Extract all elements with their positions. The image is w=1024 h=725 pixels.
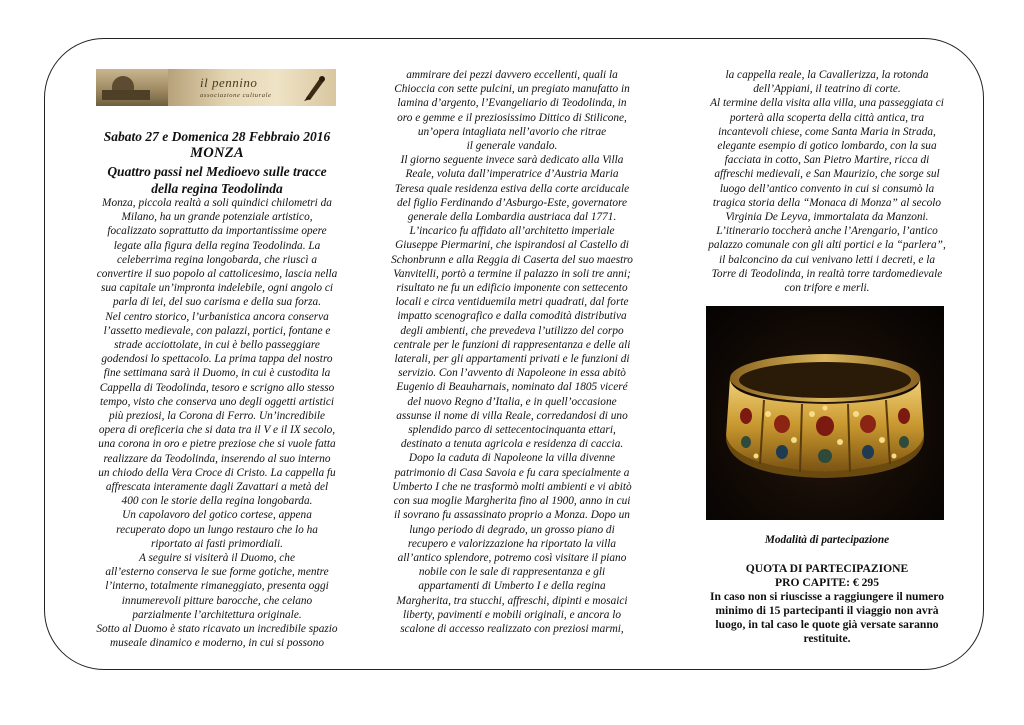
body-text-line: affrescata interamente dagli Zavattari a metà del	[105, 481, 329, 494]
body-text-line: godendosi lo spettacolo. La prima tappa del nostro	[101, 353, 333, 366]
body-text-line: strade acciottolate, in cui è bello passeggiare	[114, 339, 320, 352]
body-text-line: Milano, ha un grande potenziale artistico,	[121, 211, 313, 224]
body-text-line: più preziosi, la Corona di Ferro. Un’incredibile	[108, 410, 326, 423]
body-text-line: riportato ai fasti primordiali.	[150, 537, 284, 550]
body-text-line: assunse il nome di villa Reale, corredandosi di uno	[396, 409, 628, 422]
body-text-line: tragica storia della “Monaca di Monza” al secolo	[712, 196, 942, 209]
column-3-text	[690, 68, 964, 295]
body-text-line: realizzare da Teodolinda, inserendo al suo interno	[103, 452, 331, 465]
body-text-line: innumerevoli pitture barocche, che celano	[121, 594, 313, 607]
body-text-line: focalizzato soprattutto da importantissime opere	[107, 225, 327, 238]
dome-icon	[112, 76, 134, 90]
body-text-line: convertire il suo popolo al cattolicesimo, lascia nella	[96, 268, 338, 281]
body-text-line: un’opera intagliata nell’avorio che ritrae	[417, 125, 607, 138]
body-text-line: recuperato dopo un lungo restauro che lo ha	[116, 523, 318, 536]
body-text-line: tempo, visto che conserva uno degli oggetti artistici	[99, 395, 335, 408]
body-text-line: Reale, voluta dall’imperatrice d’Austria Maria	[405, 168, 619, 181]
body-text-line: una corona in oro e pietre preziose che si vuole fatta	[98, 438, 336, 451]
body-text-line: splendido parco di settecentocinquanta ettari,	[408, 424, 616, 437]
body-text-line: sua capitale un’impronta indelebile, ogni angolo ci	[100, 282, 334, 295]
body-text-line: Margherita, tra stucchi, affreschi, dipinti e mosaici	[396, 594, 628, 607]
body-text-line: Umberto I che ne trasformò molti ambienti e vi abitò	[392, 480, 632, 493]
event-subtitle	[82, 163, 352, 197]
body-text-line: luogo dell’antico convento in cui si consumò la	[719, 182, 935, 195]
quota-line: restituite.	[803, 632, 851, 645]
quota-block	[690, 562, 964, 646]
body-text-line: elegante esempio di gotico lombardo, con la sua	[717, 140, 937, 153]
body-text-line: Chioccia con sette pulcini, un pregiato manufatto in	[394, 83, 630, 96]
body-text-line: appartamenti di Umberto I e della regina	[418, 580, 606, 593]
body-text-line: Un capolavoro del gotico cortese, appena	[122, 509, 312, 522]
body-text-line: recupero e valorizzazione ha riportato la villa	[407, 537, 617, 550]
logo-city-photo	[96, 69, 168, 106]
body-text-line: l’assetto medievale, con palazzi, portici, fontane e	[103, 324, 331, 337]
body-text-line: Nel centro storico, l’urbanistica ancora conserva	[105, 310, 329, 323]
body-text-line: destinato a tenuta agricola e residenza di caccia.	[400, 438, 624, 451]
body-text-line: palazzo comunale con gli alti portici e la “parlera”,	[708, 239, 946, 252]
event-date: Sabato 27 e Domenica 28 Febbraio 2016	[103, 129, 331, 144]
body-text-line: parzialmente l’architettura originale.	[132, 608, 302, 621]
body-text-line: A seguire si visiterà il Duomo, che	[139, 552, 295, 565]
event-subtitle-line: Quattro passi nel Medioevo sulle tracce	[107, 164, 327, 179]
quota-line: PRO CAPITE: € 295	[774, 576, 880, 589]
body-text-line: L’itinerario toccherà anche l’Arengario, l’antico	[716, 225, 938, 238]
crown-photo	[706, 306, 944, 520]
body-text-line: museale dinamico e moderno, in cui si possono	[110, 637, 324, 650]
body-text-line: risultato ne fu un edificio imponente con settecento	[396, 282, 628, 295]
body-text-line: parla di lei, del suo carisma e della sua forza.	[112, 296, 322, 309]
body-text-line: lamina d’argento, l’Evangeliario di Teodolinda, in	[397, 97, 627, 110]
building-icon	[102, 90, 150, 100]
body-text-line: dell’Appiani, il teatrino di corte.	[753, 83, 901, 96]
body-text-line: all’esterno conserva le sue forme gotiche, mentre	[105, 566, 329, 579]
quota-line: In caso non si riuscisse a raggiungere il numero	[709, 590, 945, 603]
body-text-line: incantevoli chiese, come Santa Maria in Strada,	[718, 125, 936, 138]
body-text-line: laterali, per gli appartamenti privati e le funzioni di	[394, 353, 630, 366]
quota-line: minimo di 15 partecipanti il viaggio non avrà	[715, 604, 939, 617]
body-text-line: il sovrano fu assassinato proprio a Monza. Dopo un	[394, 509, 630, 522]
body-text-line: Al termine della visita alla villa, una passeggiata ci	[710, 97, 944, 110]
body-text-line: degli ambienti, che prevedeva l’utilizzo del corpo	[400, 324, 624, 337]
body-text-line: fine settimana sarà il Duomo, in cui è custodita la	[103, 367, 331, 380]
body-text-line: centrale per le funzioni di rappresentanza e delle ali	[393, 338, 631, 351]
body-text-line: Monza, piccola realtà a soli quindici chilometri da	[102, 197, 332, 209]
body-text-line: Torre di Teodolinda, in realtà torre tardomedievale	[711, 267, 943, 280]
event-subtitle-line: della regina Teodolinda	[151, 181, 283, 196]
body-text-line: Il giorno seguente invece sarà dedicato alla Villa	[400, 154, 624, 167]
body-text-line: Dopo la caduta di Napoleone la villa divenne	[408, 452, 616, 465]
pennino-logo	[96, 69, 336, 106]
column-2-text	[378, 68, 646, 636]
event-city: MONZA	[190, 145, 244, 161]
body-text-line: Giuseppe Piermarini, che ispirandosi al Castello di	[395, 239, 629, 252]
body-text-line: 400 con le storie della regina longobarda.	[121, 495, 313, 508]
body-text-line: Schonbrunn e alla Reggia di Caserta del suo maestro	[391, 253, 633, 266]
body-text-line: lungo periodo di degrado, un grosso piano di	[409, 523, 615, 536]
body-text-line: impatto scenografico e dalla comodità distributiva	[397, 310, 627, 323]
body-text-line: L’incarico fu affidato all’architetto imperiale	[409, 225, 615, 238]
pen-nib-icon	[302, 72, 328, 102]
column-1-text	[82, 196, 352, 651]
body-text-line: locali e circa ventiduemila metri quadrati, dal forte	[395, 296, 629, 309]
body-text-line: servizio. Con l’avvento di Napoleone in essa abitò	[398, 367, 626, 380]
logo-title: il pennino	[200, 75, 258, 90]
body-text-line: oro e gemme e il preziosissimo Dittico di Stilicone,	[397, 111, 627, 124]
body-text-line: Cappella di Teodolinda, tesoro e scrigno allo stesso	[99, 381, 335, 394]
body-text-line: il generale vandalo.	[466, 140, 558, 153]
body-text-line: con sua moglie Margherita fino al 1900, anno in cui	[393, 495, 631, 508]
body-text-line: generale della Lombardia austriaca dal 1771.	[407, 211, 617, 224]
body-text-line: opera di oreficeria che si data tra il V e il IX secolo,	[98, 424, 336, 437]
quota-line: QUOTA DI PARTECIPAZIONE	[745, 562, 909, 575]
body-text-line: del figlio Ferdinando d’Asburgo-Este, governatore	[397, 196, 627, 209]
participation-caption: Modalità di partecipazione	[764, 534, 890, 546]
body-text-line: Virginia De Leyva, immortalata da Manzoni.	[725, 211, 929, 224]
body-text-line: l’interno, totalmente rimaneggiato, presenta oggi	[105, 580, 329, 593]
body-text-line: la cappella reale, la Cavallerizza, la rotonda	[725, 69, 929, 81]
body-text-line: affreschi medievali, e San Maurizio, che sorge sul	[714, 168, 940, 181]
body-text-line: Sotto al Duomo è stato ricavato un incredibile spazio	[96, 623, 338, 636]
body-text-line: celeberrima regina longobarda, che riuscì a	[117, 253, 317, 266]
body-text-line: nobile con le sale di rappresentanza e gli	[418, 566, 606, 579]
body-text-line: legate alla figura della regina Teodolinda. La	[113, 239, 321, 252]
body-text-line: Teresa quale residenza estiva della corte arciducale	[394, 182, 630, 195]
body-text-line: Eugenio di Beauharnais, nominato dal 1805 viceré	[396, 381, 628, 394]
body-text-line: del nuovo Regno d’Italia, e in quell’occasione	[407, 395, 617, 408]
body-text-line: all’antico splendore, potremo così visitare il piano	[397, 551, 627, 564]
body-text-line: con trifore e merli.	[784, 282, 870, 295]
body-text-line: patrimonio di Casa Savoia e fu cara specialmente a	[394, 466, 630, 479]
body-text-line: ammirare dei pezzi davvero eccellenti, quali la	[406, 69, 618, 81]
body-text-line: porterà alla scoperta della città antica, tra	[729, 111, 925, 124]
iron-crown-photo	[706, 306, 944, 520]
logo-subtitle: associazione culturale	[200, 92, 272, 99]
body-text-line: Vanvitelli, portò a termine il palazzo in soli tre anni;	[393, 267, 631, 280]
body-text-line: scalone di accesso realizzato con preziosi marmi,	[400, 622, 624, 635]
body-text-line: liberty, pavimenti e mobili originali, e ancora lo	[402, 608, 622, 621]
body-text-line: facciata in cotto, San Pietro Martire, ricca di	[724, 154, 930, 167]
body-text-line: il balconcino da cui venivano letti i decreti, e la	[718, 253, 936, 266]
quota-line: luogo, in tal caso le quote già versate saranno	[715, 618, 939, 631]
body-text-line: un chiodo della Vera Croce di Cristo. La cappella fu	[98, 466, 336, 479]
